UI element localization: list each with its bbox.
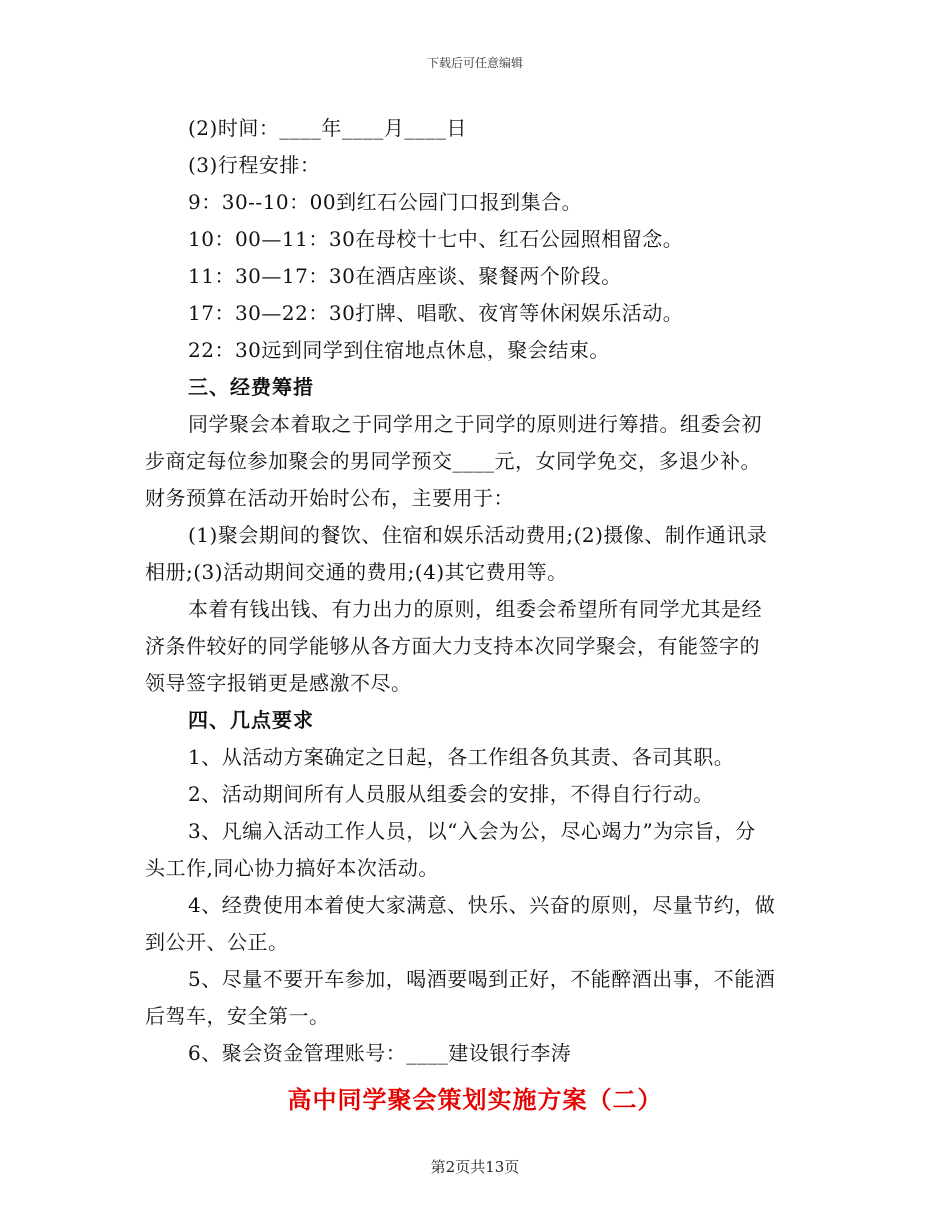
schedule-item-3: 11：30—17：30在酒店座谈、聚餐两个阶段。 (188, 264, 622, 288)
requirement-6: 6、聚会资金管理账号：____建设银行李涛 (188, 1041, 572, 1065)
schedule-item-1: 9：30--10：00到红石公园门口报到集合。 (188, 190, 583, 214)
section-heading-funding: 三、经费筹措 (188, 375, 314, 399)
funding-paragraph-line-3: 财务预算在活动开始时公布，主要用于： (145, 486, 514, 510)
requirement-5-line-2: 后驾车，安全第一。 (145, 1004, 330, 1028)
funding-paragraph-line-2: 步商定每位参加聚会的男同学预交____元，女同学免交，多退少补。 (145, 449, 761, 473)
time-line: (2)时间：____年____月____日 (188, 116, 467, 140)
support-paragraph-line-1: 本着有钱出钱、有力出力的原则，组委会希望所有同学尤其是经 (188, 597, 762, 621)
schedule-item-2: 10：00—11：30在母校十七中、红石公园照相留念。 (188, 227, 684, 251)
page-number-footer: 第2页共13页 (430, 1158, 520, 1176)
schedule-item-5: 22：30远到同学到住宿地点休息，聚会结束。 (188, 338, 610, 362)
requirement-3-line-2: 头工作,同心协力搞好本次活动。 (145, 856, 439, 880)
funding-paragraph-line-1: 同学聚会本着取之于同学用之于同学的原则进行筹措。组委会初 (188, 412, 762, 436)
expense-list-line-1: (1)聚会期间的餐饮、住宿和娱乐活动费用;(2)摄像、制作通讯录 (188, 523, 768, 547)
schedule-item-4: 17：30—22：30打牌、唱歌、夜宵等休闲娱乐活动。 (188, 301, 684, 325)
requirement-4-line-1: 4、经费使用本着使大家满意、快乐、兴奋的原则，尽量节约，做 (188, 893, 776, 917)
requirement-3-line-1: 3、凡编入活动工作人员，以“入会为公，尽心竭力”为宗旨，分 (188, 819, 756, 843)
section-heading-requirements: 四、几点要求 (188, 708, 314, 732)
requirement-2: 2、活动期间所有人员服从组委会的安排，不得自行行动。 (188, 782, 714, 806)
requirement-1: 1、从活动方案确定之日起，各工作组各负其责、各司其职。 (188, 745, 735, 769)
schedule-heading: (3)行程安排： (188, 153, 321, 177)
page-header-note: 下载后可任意编辑 (426, 56, 523, 70)
support-paragraph-line-2: 济条件较好的同学能够从各方面大力支持本次同学聚会，有能签字的 (145, 634, 760, 658)
requirement-4-line-2: 到公开、公正。 (145, 930, 289, 954)
document-section-title: 高中同学聚会策划实施方案（二） (287, 1085, 663, 1114)
requirement-5-line-1: 5、尽量不要开车参加，喝酒要喝到正好，不能醉酒出事，不能酒 (188, 967, 776, 991)
expense-list-line-2: 相册;(3)活动期间交通的费用;(4)其它费用等。 (145, 560, 568, 584)
support-paragraph-line-3: 领导签字报销更是感激不尽。 (145, 671, 412, 695)
